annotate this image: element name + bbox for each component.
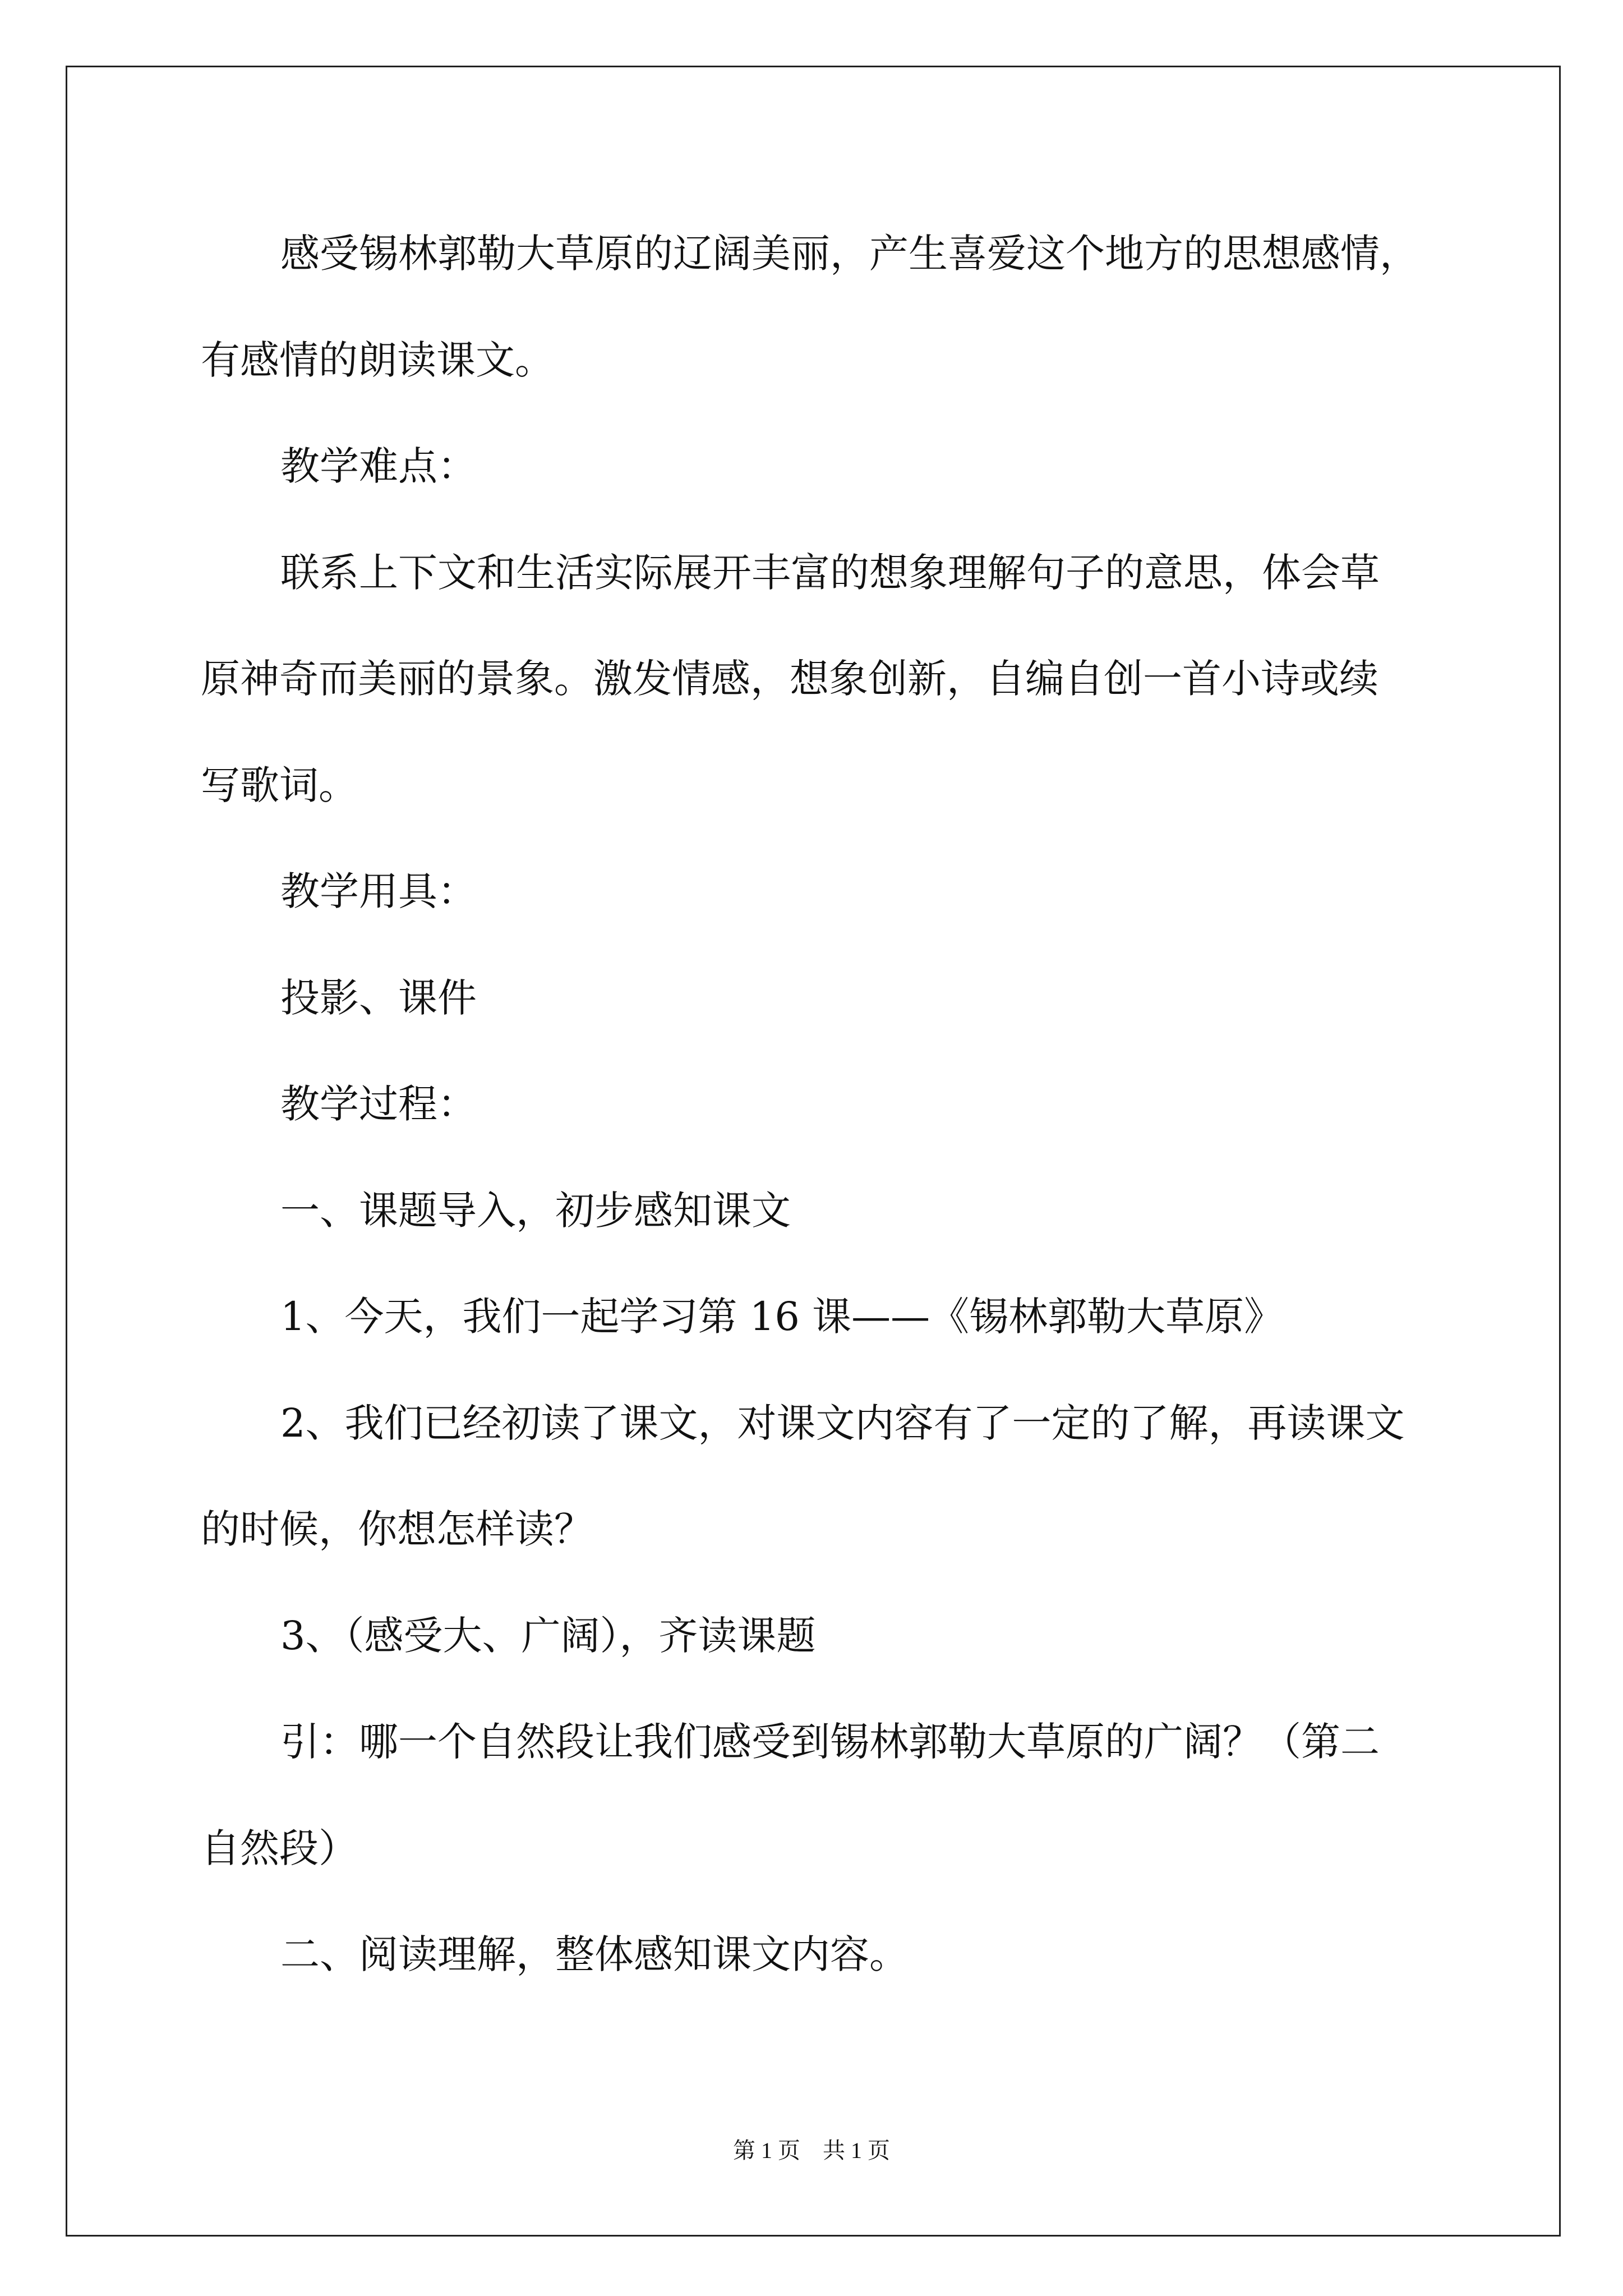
- paragraph-teaching-difficulties: [201, 520, 1524, 839]
- text-line: 二、阅读理解，整体感知课文内容。: [280, 1931, 909, 1977]
- heading-teaching-process: [201, 1051, 1524, 1158]
- text-line: 1、今天，我们一起学习第 16 课——《锡林郭勒大草原》: [280, 1294, 1284, 1340]
- text-line: 的时候，你想怎样读？: [201, 1506, 593, 1552]
- text-line: 2、我们已经初读了课文，对课文内容有了一定的了解，再读课文: [280, 1400, 1405, 1446]
- document-body: [201, 201, 1524, 2008]
- text-line: 教学用具：: [280, 868, 477, 914]
- paragraph-teaching-goal: [201, 201, 1524, 413]
- step-prompt: [201, 1689, 1524, 1902]
- text-line: 自然段）: [201, 1825, 358, 1871]
- text-line: 引：哪一个自然段让我们感受到锡林郭勒大草原的广阔？（第二: [280, 1719, 1380, 1765]
- text-line: 有感情的朗读课文。: [201, 337, 554, 383]
- heading-teaching-tools: [201, 839, 1524, 945]
- step-item-1: [201, 1264, 1524, 1370]
- text-line: 感受锡林郭勒大草原的辽阔美丽，产生喜爱这个地方的思想感情，: [280, 231, 1419, 277]
- text-line: 3、（感受大、广阔），齐读课题: [280, 1612, 816, 1659]
- paragraph-teaching-tools: [201, 945, 1524, 1052]
- step-item-3: [201, 1583, 1524, 1690]
- text-line: 原神奇而美丽的景象。激发情感，想象创新，自编自创一首小诗或续: [201, 656, 1378, 702]
- heading-teaching-difficulties: [201, 413, 1524, 520]
- step-item-2: [201, 1370, 1524, 1583]
- text-line: 写歌词。: [201, 762, 358, 808]
- page-number: 第 1 页 共 1 页: [733, 2138, 890, 2163]
- page-footer: [0, 2136, 1623, 2165]
- text-line: 投影、课件: [280, 974, 477, 1021]
- step-heading-1: [201, 1158, 1524, 1264]
- text-line: 教学过程：: [280, 1081, 477, 1127]
- text-line: 一、课题导入，初步感知课文: [280, 1187, 791, 1234]
- text-line: 联系上下文和生活实际展开丰富的想象理解句子的意思，体会草: [280, 549, 1380, 596]
- step-heading-2: [201, 1902, 1524, 2008]
- text-line: 教学难点：: [280, 443, 477, 489]
